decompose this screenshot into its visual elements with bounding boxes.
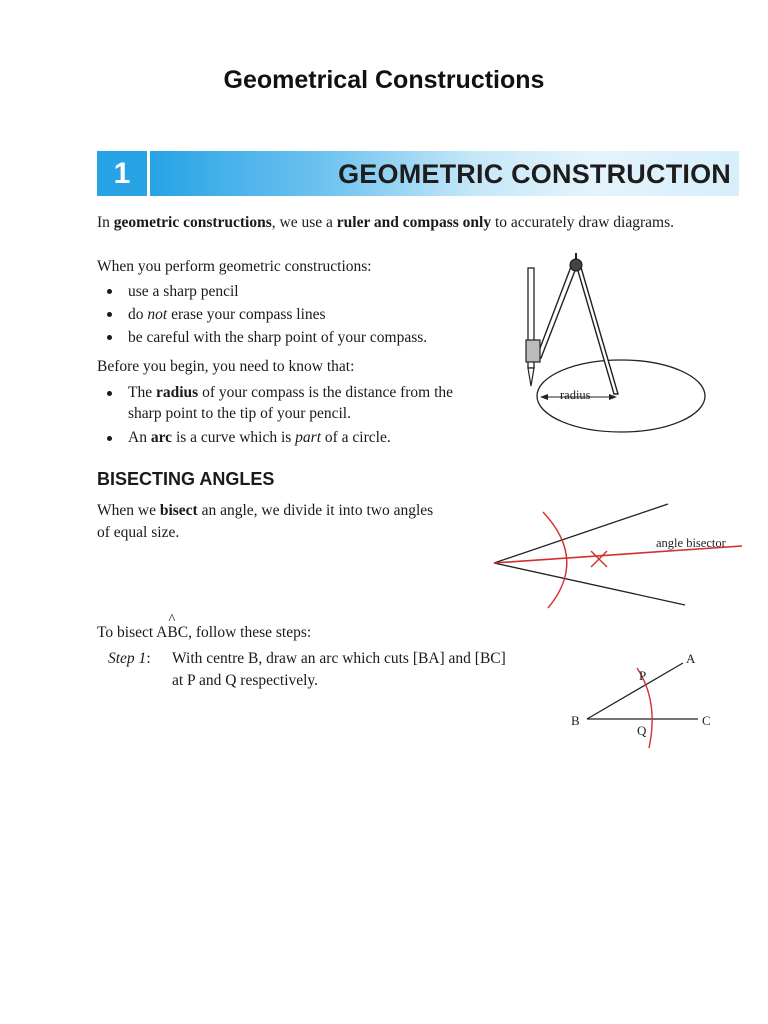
compass-needle-leg: [576, 264, 618, 394]
point-q-label: Q: [637, 723, 647, 738]
intro-text: to accurately draw diagrams.: [491, 214, 674, 231]
pencil-clamp: [526, 340, 540, 362]
step-1: [108, 648, 506, 692]
point-c-label: C: [702, 713, 711, 728]
point-b-label: B: [571, 713, 580, 728]
list-item: [97, 382, 517, 424]
step-1-label-text: Step 1: [108, 650, 147, 667]
perform-lead: When you perform geometric constructions:: [97, 258, 372, 275]
list-item-text: of your compass is the distance from the: [198, 384, 454, 401]
list-item-text: The: [128, 384, 156, 401]
list-item-emphasis: part: [295, 429, 322, 446]
intro-bold-term: geometric constructions: [113, 214, 272, 231]
list-item-text: sharp point to the tip of your pencil.: [128, 405, 351, 422]
list-item-text: erase your compass lines: [167, 306, 326, 323]
know-bullet-list: [97, 382, 517, 451]
radius-arrow-head-right: [609, 394, 617, 400]
intro-paragraph: [97, 212, 674, 234]
list-item-bold: arc: [150, 429, 173, 446]
list-item: [97, 326, 517, 349]
step-1-figure: [565, 646, 725, 754]
step-1-text: at P and Q respectively.: [172, 672, 319, 689]
steps-intro-text: To bisect A: [97, 624, 168, 641]
angle-ray-lower: [494, 563, 685, 605]
steps-intro-vertex: B: [167, 624, 178, 641]
bisecting-heading: BISECTING ANGLES: [97, 469, 275, 489]
know-lead: Before you begin, you need to know that:: [97, 358, 355, 375]
definition-text: an angle, we divide it into two angles: [197, 502, 434, 519]
list-item-emphasis: not: [147, 306, 168, 323]
chapter-banner: [97, 151, 739, 196]
list-item-text: use a sharp pencil: [128, 283, 239, 300]
list-item: [97, 280, 517, 303]
list-item: [97, 427, 517, 448]
intro-text: , we use a: [271, 214, 337, 231]
angle-ray-upper: [494, 504, 668, 563]
angle-bisector-figure: [488, 498, 748, 613]
list-item: [97, 303, 517, 326]
chapter-number: 1: [97, 151, 147, 196]
point-p-label: P: [639, 668, 647, 683]
hat-icon: ^: [168, 612, 176, 628]
definition-bold: bisect: [159, 502, 198, 519]
step-1-label-colon: :: [146, 650, 151, 667]
intro-text: In: [97, 214, 114, 231]
bisector-label: angle bisector: [656, 536, 726, 550]
point-a-label: A: [686, 651, 696, 666]
chapter-title-bar: [150, 151, 739, 196]
step-1-label: [108, 648, 172, 670]
compass-figure: [500, 250, 715, 440]
radius-label: radius: [560, 388, 591, 402]
list-item-text: An: [128, 429, 151, 446]
step-1-text: With centre B, draw an arc which cuts [BA] and [BC]: [172, 650, 506, 667]
steps-intro-text: C, follow these steps:: [177, 624, 312, 641]
radius-arrow-head-left: [540, 394, 548, 400]
list-item-text: of a circle.: [321, 429, 391, 446]
bisect-definition: [97, 500, 433, 544]
list-item-text: is a curve which is: [172, 429, 296, 446]
perform-bullet-list: [97, 280, 517, 349]
steps-intro: [97, 612, 312, 644]
compass-hinge: [570, 259, 582, 271]
chapter-title: GEOMETRIC CONSTRUCTION: [338, 159, 731, 189]
pencil-tip: [528, 368, 534, 386]
angle-vertex-hat: [167, 612, 178, 644]
page-title: Geometrical Constructions: [223, 66, 545, 94]
ray-ba: [587, 663, 683, 719]
compass-pencil-leg: [537, 264, 576, 358]
definition-text: When we: [97, 502, 160, 519]
list-item-text: do: [128, 306, 148, 323]
list-item-text: be careful with the sharp point of your compass.: [128, 329, 428, 346]
list-item-bold: radius: [155, 384, 199, 401]
definition-text: of equal size.: [97, 524, 180, 541]
intro-bold-term: ruler and compass only: [336, 214, 492, 231]
